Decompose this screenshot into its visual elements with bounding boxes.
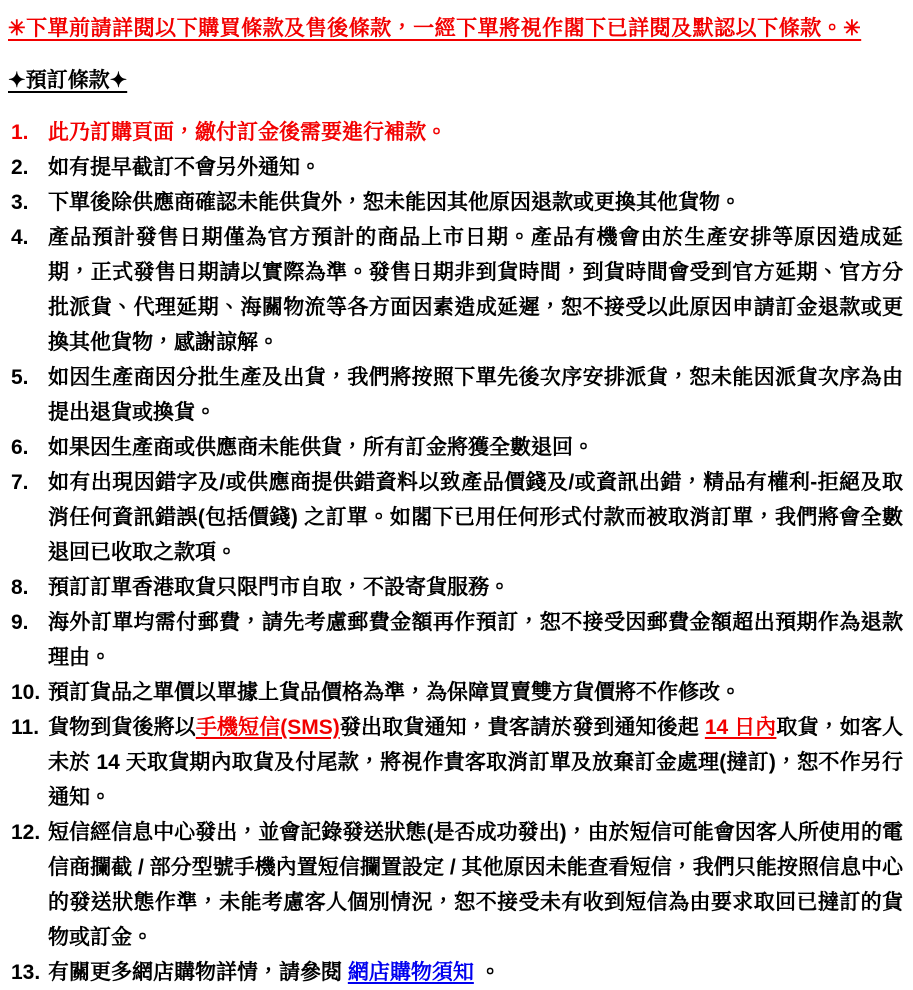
term-text: 海外訂單均需付郵費，請先考慮郵費金額再作預訂，恕不接受因郵費金額超出預期作為退款理由。 — [48, 611, 903, 669]
term-item-13 — [8, 955, 903, 990]
term-item-9 — [8, 605, 903, 675]
term-item-4 — [8, 220, 903, 360]
term-text: 產品預計發售日期僅為官方預計的商品上市日期。產品有機會由於生產安排等原因造成延期，正式發售日期請以實際為準。發售日期非到貨時間，到貨時間會受到官方延期、官方分批派貨、代理延期、海關物流等各方面因素造成延遲，恕不接受以此原因申請訂金退款或更換其他貨物，感謝諒解。 — [48, 226, 903, 354]
term-item-10 — [8, 675, 903, 710]
highlighted-term-text: 14 日內 — [704, 716, 777, 739]
term-number: 12. — [11, 821, 41, 844]
term-body — [48, 961, 501, 984]
shop-notice-link[interactable]: 網店購物須知 — [347, 961, 474, 984]
term-text: 預訂訂單香港取貨只限門市自取，不設寄貨服務。 — [48, 576, 510, 599]
term-text: 如果因生產商或供應商未能供貨，所有訂金將獲全數退回。 — [48, 436, 594, 459]
terms-list — [8, 115, 903, 990]
term-text: 發出取貨通知，貴客請於發到通知後起 — [339, 716, 705, 739]
term-number: 8. — [11, 576, 29, 599]
term-item-2 — [8, 150, 903, 185]
term-number: 13. — [11, 961, 41, 984]
term-body — [48, 191, 741, 214]
term-text: 。 — [473, 961, 501, 984]
term-number: 11. — [11, 716, 40, 739]
term-body — [48, 226, 903, 354]
term-body — [48, 366, 903, 424]
highlighted-term-text: 手機短信(SMS) — [195, 716, 340, 739]
term-text: 短信經信息中心發出，並會記錄發送狀態(是否成功發出)，由於短信可能會因客人所使用的電信商攔截 / 部分型號手機內置短信攔置設定 / 其他原因未能查看短信，我們只能按照信息中心的發送狀態作準，未能考慮客人個別情況，恕不接受未有收到短信為由要求取回已撻訂的貨物或訂金。 — [48, 821, 903, 949]
term-text: 下單後除供應商確認未能供貨外，恕未能因其他原因退款或更換其他貨物。 — [48, 191, 741, 214]
purchase-notice-text: ✳下單前請詳閱以下購買條款及售後條款，一經下單將視作閣下已詳閱及默認以下條款。✳ — [8, 17, 862, 40]
term-item-5 — [8, 360, 903, 430]
term-number: 3. — [11, 191, 29, 214]
term-item-8 — [8, 570, 903, 605]
section-title-text: ✦預訂條款✦ — [8, 69, 128, 92]
term-number: 7. — [11, 471, 29, 494]
term-number: 5. — [11, 366, 29, 389]
term-item-6 — [8, 430, 903, 465]
term-body — [48, 821, 903, 949]
term-number: 9. — [11, 611, 29, 634]
term-text: 貨物到貨後將以 — [48, 716, 196, 739]
purchase-notice-header — [8, 11, 903, 46]
term-text: 如有出現因錯字及/或供應商提供錯資料以致產品價錢及/或資訊出錯，精品有權利-拒絕及取消任何資訊錯誤(包括價錢) 之訂單。如閣下已用任何形式付款而被取消訂單，我們將會全數退回已收取之款項。 — [48, 471, 903, 564]
term-text: 取貨，如客人未於 14 天取貨期內取貨及付尾款，將視作貴客取消訂單及放棄訂金處理(撻訂)，恕不作另行通知。 — [48, 716, 903, 809]
term-text: 如有提早截訂不會另外通知。 — [48, 156, 321, 179]
section-title — [8, 63, 903, 98]
term-number: 1. — [11, 121, 29, 144]
term-item-7 — [8, 465, 903, 570]
term-body — [48, 681, 741, 704]
term-body — [48, 576, 510, 599]
term-body — [48, 156, 321, 179]
term-number: 4. — [11, 226, 29, 249]
term-item-12 — [8, 815, 903, 955]
term-text: 此乃訂購頁面，繳付訂金後需要進行補款。 — [48, 121, 447, 144]
term-text: 預訂貨品之單價以單據上貨品價格為準，為保障買賣雙方貨價將不作修改。 — [48, 681, 741, 704]
term-number: 2. — [11, 156, 29, 179]
term-item-1 — [8, 115, 903, 150]
term-text: 有關更多網店購物詳情，請參閱 — [48, 961, 348, 984]
term-body — [48, 436, 594, 459]
term-item-11 — [8, 710, 903, 815]
term-body — [48, 611, 903, 669]
term-body — [48, 716, 903, 809]
term-body — [48, 471, 903, 564]
term-number: 6. — [11, 436, 29, 459]
term-body — [48, 121, 447, 144]
term-text: 如因生產商因分批生產及出貨，我們將按照下單先後次序安排派貨，恕未能因派貨次序為由提出退貨或換貨。 — [48, 366, 903, 424]
term-number: 10. — [11, 681, 41, 704]
term-item-3 — [8, 185, 903, 220]
